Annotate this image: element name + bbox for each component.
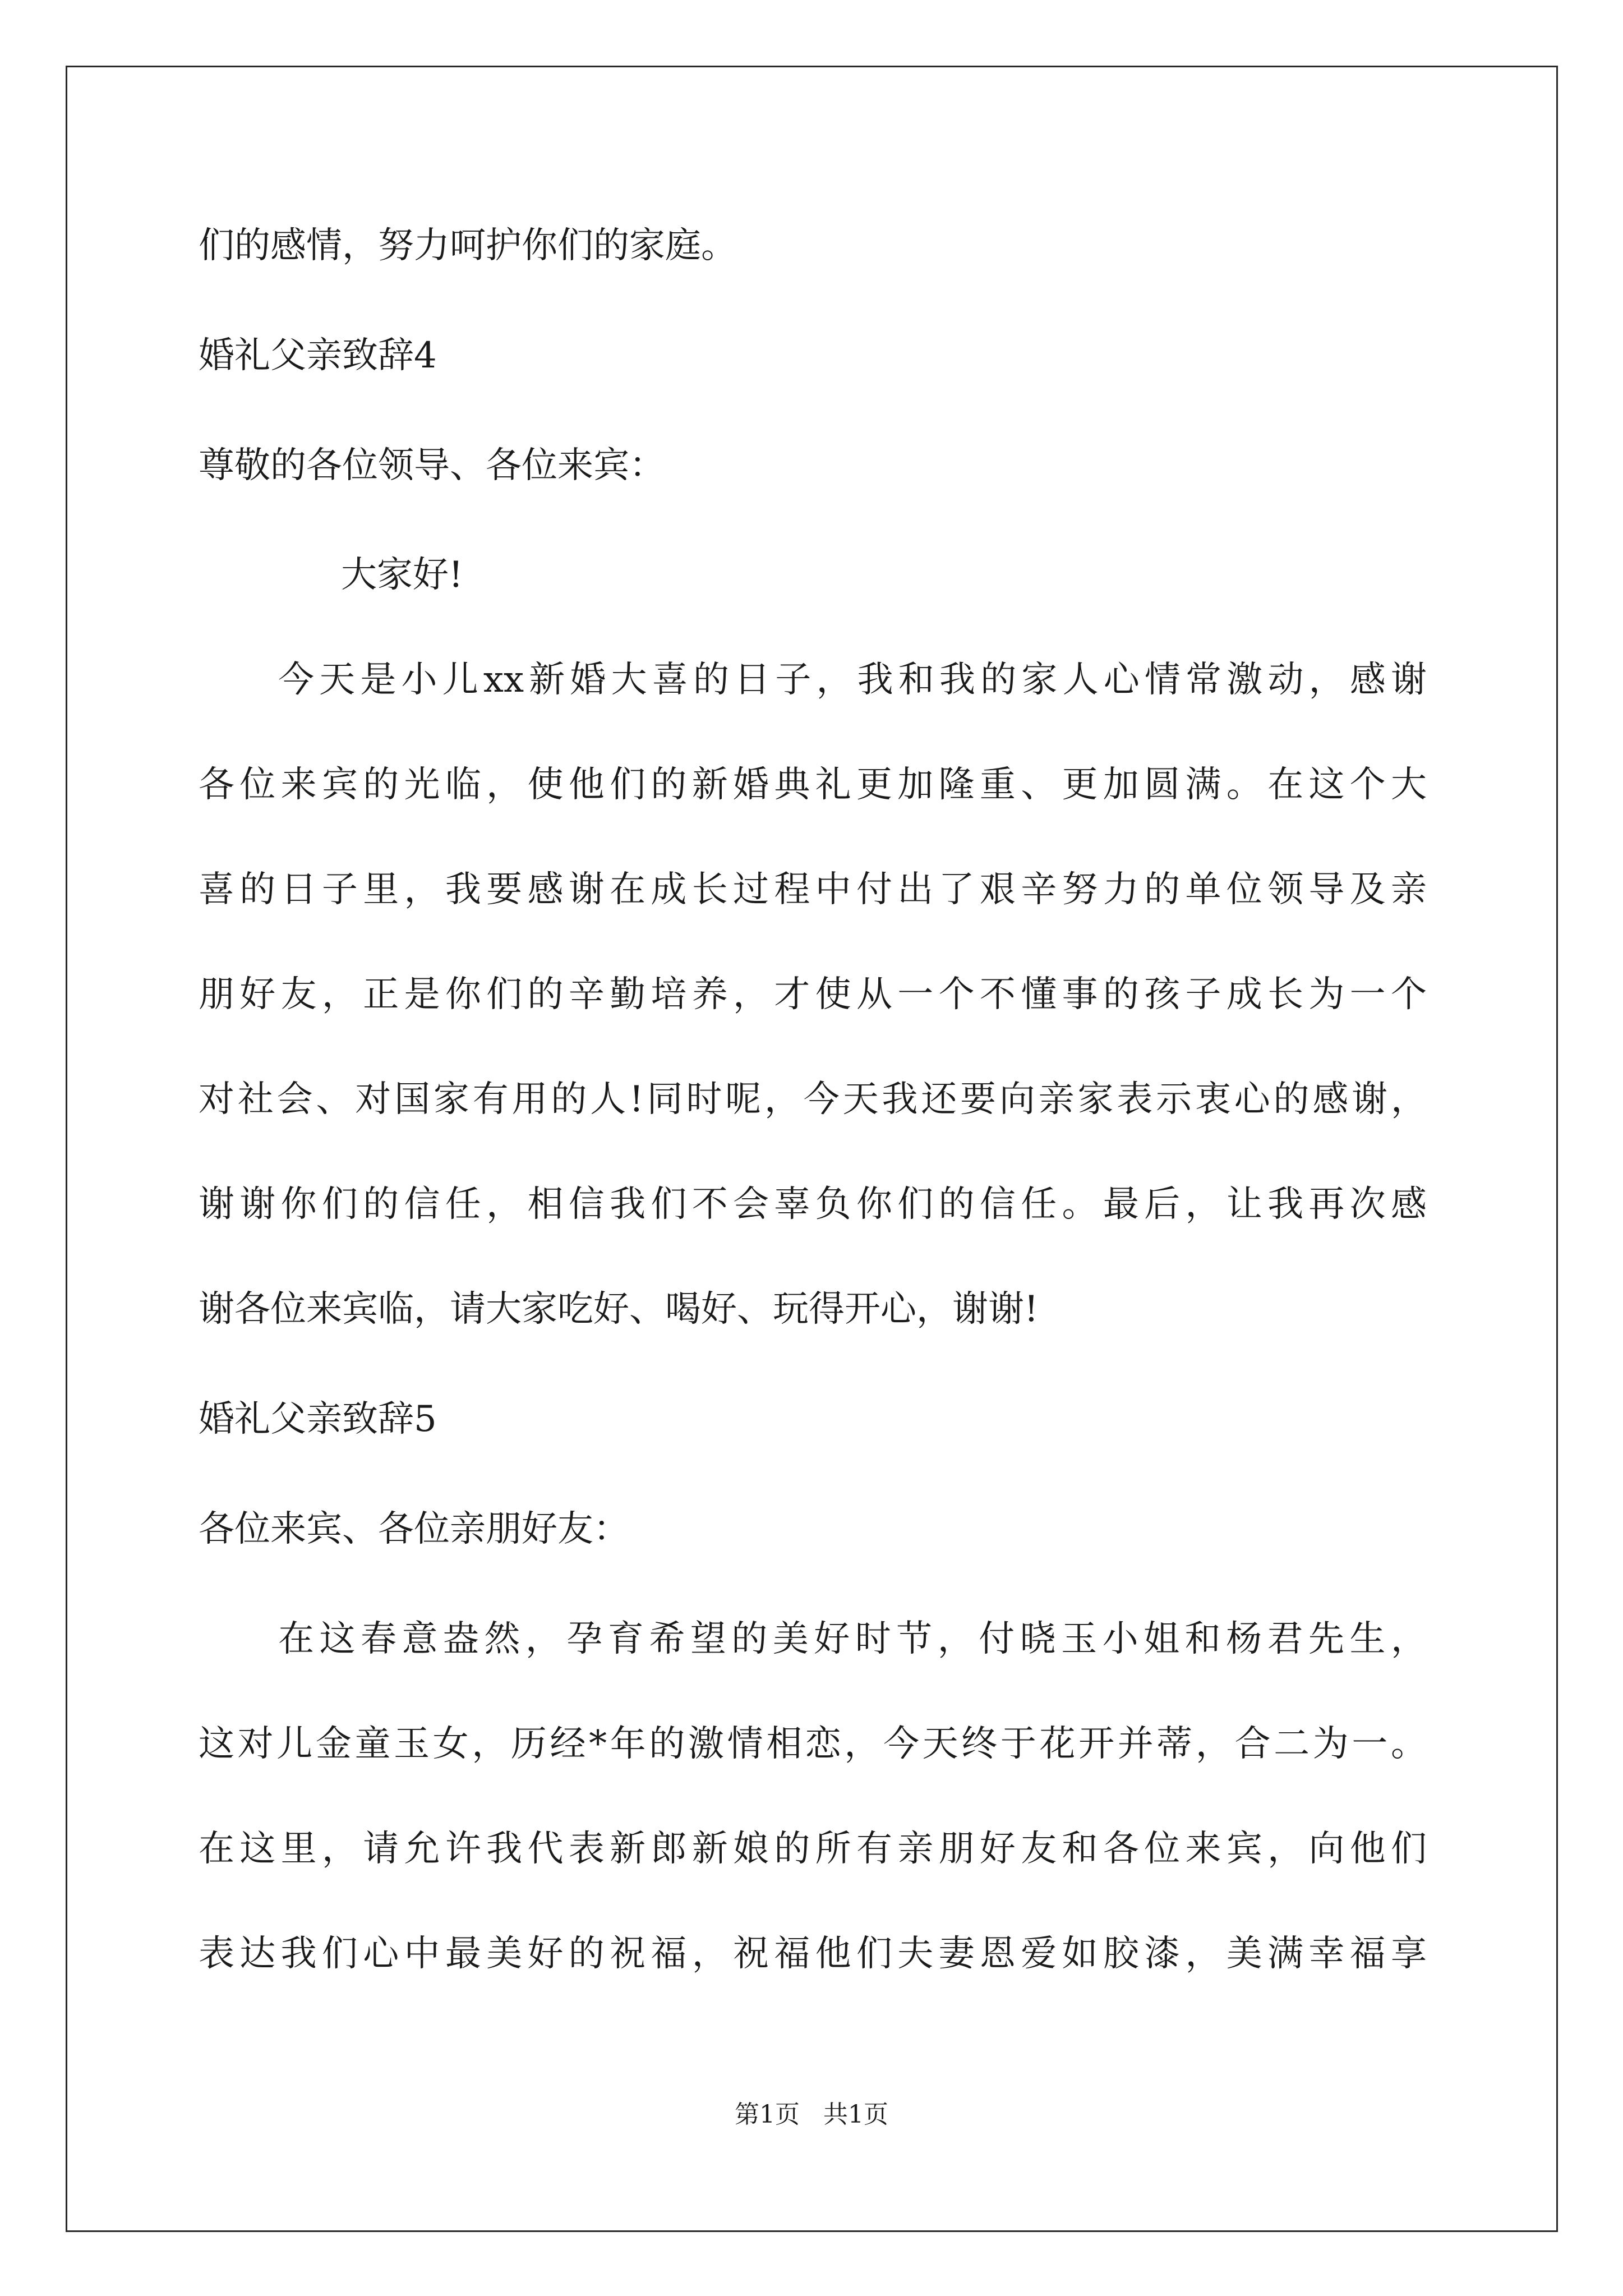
text-line: 谢谢你们的信任，相信我们不会辜负你们的信任。最后，让我再次感 [199, 1184, 1427, 1225]
text-line: 朋好友，正是你们的辛勤培养，才使从一个不懂事的孩子成长为一个 [199, 974, 1427, 1015]
text-line: 这对儿金童玉女，历经*年的激情相恋，今天终于花开并蒂，合二为一。 [199, 1723, 1427, 1765]
salutation: 各位来宾、各位亲朋好友： [199, 1508, 629, 1550]
text-line: 们的感情，努力呵护你们的家庭。 [199, 225, 737, 266]
text-line: 喜的日子里，我要感谢在成长过程中付出了艰辛努力的单位领导及亲 [199, 869, 1427, 910]
page-footer: 第1页 共1页 [735, 2100, 888, 2129]
text-line: 对社会、对国家有用的人!同时呢，今天我还要向亲家表示衷心的感谢， [199, 1079, 1427, 1120]
text-line: 谢各位来宾临，请大家吃好、喝好、玩得开心，谢谢! [199, 1289, 1039, 1330]
text-line: 表达我们心中最美好的祝福，祝福他们夫妻恩爱如胶漆，美满幸福享 [199, 1933, 1427, 1975]
greeting: 大家好! [341, 554, 463, 596]
text-line: 在这里，请允许我代表新郎新娘的所有亲朋好友和各位来宾，向他们 [199, 1828, 1427, 1870]
section-heading: 婚礼父亲致辞4 [199, 335, 437, 376]
text-line: 各位来宾的光临，使他们的新婚典礼更加隆重、更加圆满。在这个大 [199, 764, 1427, 806]
section-heading: 婚礼父亲致辞5 [199, 1398, 437, 1440]
salutation: 尊敬的各位领导、各位来宾： [199, 445, 665, 486]
page-frame [66, 66, 1558, 2232]
text-line: 今天是小儿xx新婚大喜的日子，我和我的家人心情常激动，感谢 [278, 659, 1427, 701]
text-line: 在这春意盎然，孕育希望的美好时节，付晓玉小姐和杨君先生， [278, 1618, 1427, 1660]
